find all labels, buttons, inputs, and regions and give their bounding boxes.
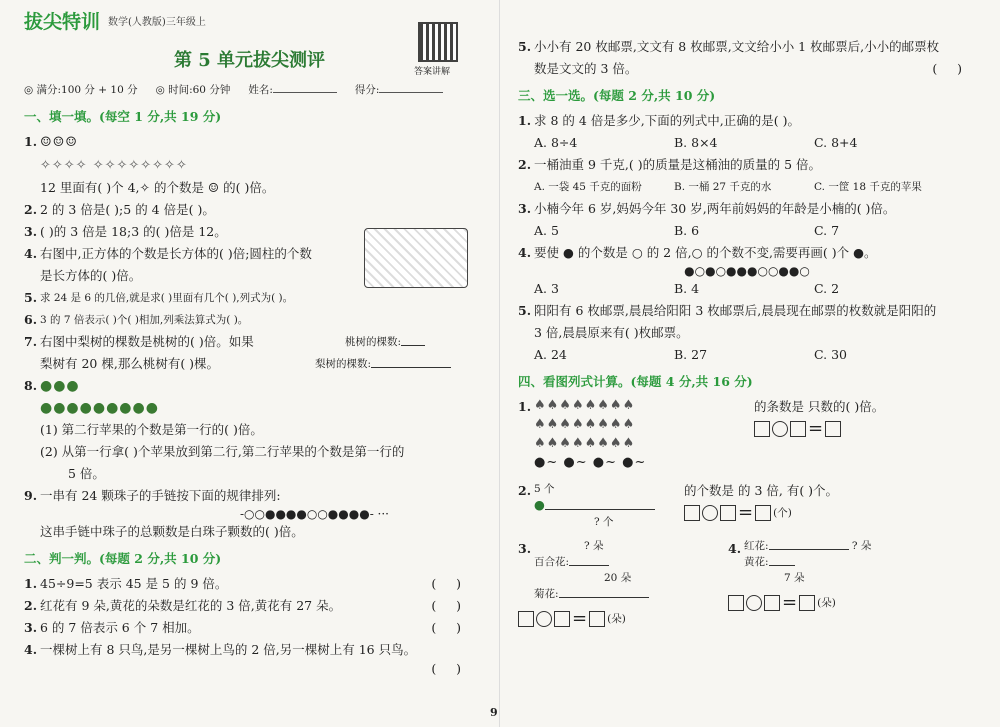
page-header	[24, 0, 475, 40]
qr-code-icon[interactable]	[418, 22, 458, 62]
smiley-icon: ☺☺☺	[40, 135, 78, 150]
judge-5-cont: 数是文文的 3 倍。 ( )	[518, 58, 976, 80]
picture-1: 1. ♠♠♠♠♠♠♠♠ ♠♠♠♠♠♠♠♠ ♠♠♠♠♠♠♠♠ ●~ ●~ ●~ ●~ 的条数是 只数的( )倍。 =	[518, 398, 885, 470]
question-8: 8. ●●● ●●●●●●●●●	[24, 378, 159, 416]
pear-label: 梨树的棵数:	[315, 358, 372, 370]
shapes-picture	[364, 228, 468, 288]
choice-4-beads: ●○●○●●●○○●●○	[684, 264, 810, 278]
section-fill: 一、填一填。(每空 1 分,共 19 分)	[24, 109, 222, 124]
right-page	[500, 0, 1000, 727]
test-meta	[24, 82, 475, 97]
fish-icon: ♠♠♠♠♠♠♠♠	[534, 398, 636, 413]
answer-paren[interactable]: ( )	[431, 576, 461, 591]
option-c[interactable]: C. 一筐 18 千克的苹果	[814, 181, 922, 193]
option-b[interactable]: B. 27	[674, 347, 708, 362]
choice-2-options	[518, 176, 976, 198]
picture-2: 2. 5 个 ● ? 个 的个数是 的 3 倍, 有( )个。 = (个)	[518, 483, 839, 528]
name-field[interactable]: 姓名:	[248, 82, 337, 97]
picture-1-text: 的条数是 只数的( )倍。	[754, 399, 885, 414]
answer-paren[interactable]: ( )	[932, 61, 962, 76]
choice-4-options	[518, 278, 976, 300]
option-a[interactable]: A. 一袋 45 千克的面粉	[534, 181, 642, 193]
answer-paren[interactable]: ( )	[431, 661, 461, 676]
option-c[interactable]: C. 7	[814, 223, 840, 238]
choice-5-options	[518, 344, 976, 366]
choice-1: 1. 求 8 的 4 倍是多少,下面的列式中,正确的是( )。	[518, 113, 800, 128]
question-1: 1. ☺☺☺ ✧✧✧✧ ✧✧✧✧✧✧✧✧	[24, 134, 188, 173]
qr-label: 答案讲解	[414, 67, 451, 77]
peach-label: 桃树的棵数:	[345, 336, 402, 348]
p2-count: 5 个	[534, 483, 555, 495]
option-b[interactable]: B. 一桶 27 千克的水	[674, 181, 772, 193]
option-c[interactable]: C. 2	[814, 281, 840, 296]
option-a[interactable]: A. 8÷4	[534, 135, 578, 150]
answer-paren[interactable]: ( )	[431, 598, 461, 613]
judge-2: 2. 红花有 9 朵,黄花的朵数是红花的 3 倍,黄花有 27 朵。 ( )	[24, 595, 475, 617]
answer-boxes[interactable]: =	[754, 418, 841, 440]
page-title: 第 5 单元拔尖测评	[173, 50, 326, 71]
score-field[interactable]: 得分:	[355, 82, 444, 97]
judge-3: 3. 6 的 7 倍表示 6 个 7 相加。 ( )	[24, 617, 475, 639]
fish-row-3: ♠♠♠♠♠♠♠♠	[534, 436, 636, 451]
apple-icon: ●●●	[40, 378, 80, 394]
picture-2-text: 的个数是 的 3 倍, 有( )个。	[684, 483, 839, 498]
star-icon: ✧✧✧✧ ✧✧✧✧✧✧✧✧	[40, 158, 188, 173]
question-2: 2. 2 的 3 倍是( );5 的 4 倍是( )。	[24, 202, 215, 217]
question-9: 9. 一串有 24 颗珠子的手链按下面的规律排列:	[24, 488, 281, 503]
option-a[interactable]: A. 24	[534, 347, 567, 362]
picture-4: 4. 红花: ? 朵 黄花: 7 朵 = (朵)	[728, 540, 872, 613]
question-8-2: (2) 从第一行拿( )个苹果放到第二行,第二行苹果的个数是第一行的	[40, 444, 405, 459]
question-4: 4. 右图中,正方体的个数是长方体的( )倍;圆柱的个数	[24, 246, 312, 261]
choice-3: 3. 小楠今年 6 岁,妈妈今年 30 岁,两年前妈妈的年龄是小楠的( )倍。	[518, 201, 896, 216]
question-7: 7. 右图中梨树的棵数是桃树的( )倍。如果 桃树的棵数:	[24, 331, 475, 353]
question-8-2-cont: 5 倍。	[68, 466, 105, 481]
picture-3-4	[518, 538, 976, 630]
choice-1-options	[518, 132, 976, 154]
p2-q: ? 个	[594, 516, 614, 528]
full-score: ◎ 满分:100 分 + 10 分	[24, 84, 138, 96]
choice-2: 2. 一桶油重 9 千克,( )的质量是这桶油的质量的 5 倍。	[518, 157, 822, 172]
fish-row-2: ♠♠♠♠♠♠♠♠	[534, 417, 636, 432]
tadpole-icon: ●~ ●~ ●~ ●~	[534, 455, 647, 470]
choice-5-cont: 3 倍,晨晨原来有( )枚邮票。	[534, 325, 689, 340]
question-7-cont: 梨树有 20 棵,那么桃树有( )棵。 梨树的棵数:	[24, 353, 475, 375]
question-5: 5. 求 24 是 6 的几倍,就是求( )里面有几个( ),列式为( )。	[24, 290, 294, 305]
question-8-1: (1) 第二行苹果的个数是第一行的( )倍。	[40, 422, 263, 437]
answer-boxes[interactable]: = (朵)	[518, 608, 626, 629]
page-number: 9	[490, 706, 498, 719]
judge-5: 5. 小小有 20 枚邮票,文文有 8 枚邮票,文文给小小 1 枚邮票后,小小的邮票枚	[518, 39, 940, 54]
option-b[interactable]: B. 8×4	[674, 135, 718, 150]
bead-chain: -○○●●●●○○●●●●- ···	[239, 507, 389, 521]
section-judge: 二、判一判。(每题 2 分,共 10 分)	[24, 551, 222, 566]
option-b[interactable]: B. 6	[674, 223, 700, 238]
answer-paren[interactable]: ( )	[431, 620, 461, 635]
option-a[interactable]: A. 3	[534, 281, 559, 296]
melon-icon: ●	[534, 497, 545, 512]
answer-boxes[interactable]: = (朵)	[728, 592, 836, 613]
apple-row-2: ●●●●●●●●●	[40, 400, 159, 416]
choice-5: 5. 阳阳有 6 枚邮票,晨晨给阳阳 3 枚邮票后,晨晨现在邮票的枚数就是阳阳的	[518, 303, 937, 318]
question-1-text: 12 里面有( )个 4,✧ 的个数是 ☺ 的( )倍。	[40, 180, 275, 195]
option-c[interactable]: C. 30	[814, 347, 847, 362]
option-c[interactable]: C. 8+4	[814, 135, 858, 150]
book-subtitle: 数学(人教版)三年级上	[108, 16, 206, 28]
judge-1: 1. 45÷9=5 表示 45 是 5 的 9 倍。 ( )	[24, 573, 475, 595]
answer-boxes[interactable]: = (个)	[684, 502, 792, 524]
option-b[interactable]: B. 4	[674, 281, 700, 296]
picture-3: 3. ? 朵 百合花: 20 朵 菊花: = (朵)	[518, 538, 728, 630]
option-a[interactable]: A. 5	[534, 223, 559, 238]
question-3: 3. ( )的 3 倍是 18;3 的( )倍是 12。	[24, 224, 227, 239]
brand-logo: 拔尖特训	[24, 10, 101, 33]
section-picture: 四、看图列式计算。(每题 4 分,共 16 分)	[518, 374, 753, 389]
choice-4: 4. 要使 ● 的个数是 ○ 的 2 倍,○ 的个数不变,需要再画( )个 ●。	[518, 245, 877, 260]
question-4-cont: 是长方体的( )倍。	[40, 268, 142, 283]
choice-3-options	[518, 220, 976, 242]
question-9-cont: 这串手链中珠子的总颗数是白珠子颗数的( )倍。	[40, 524, 304, 539]
question-6: 6. 3 的 7 倍表示( )个( )相加,列乘法算式为( )。	[24, 312, 249, 327]
judge-4: 4. 一棵树上有 8 只鸟,是另一棵树上鸟的 2 倍,另一棵树上有 16 只鸟。	[24, 642, 417, 657]
time-limit: ◎ 时间:60 分钟	[155, 84, 231, 96]
section-choose: 三、选一选。(每题 2 分,共 10 分)	[518, 88, 716, 103]
